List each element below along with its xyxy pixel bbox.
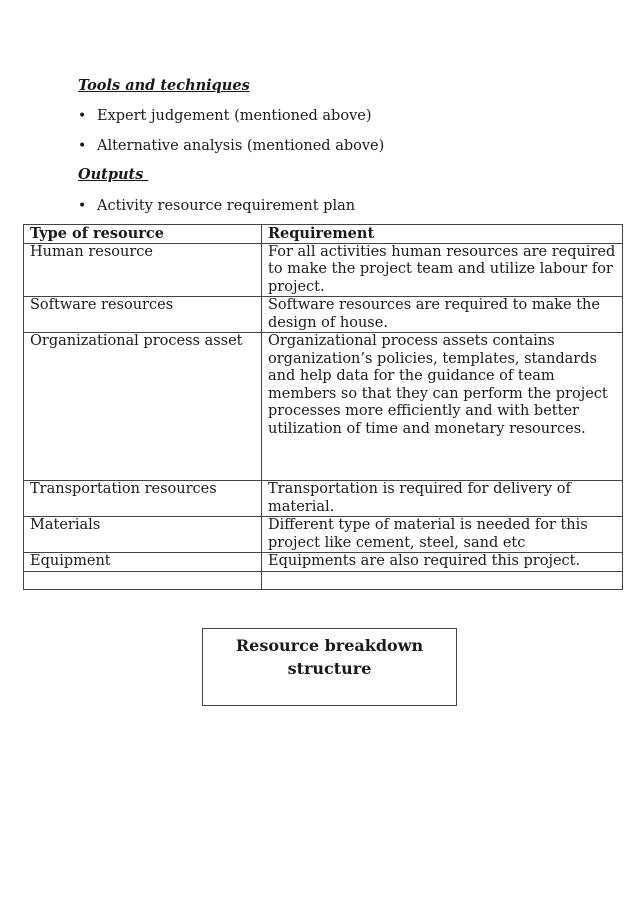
table-cell: Different type of material is needed for this project like cement, steel, sand etc <box>262 517 623 553</box>
bullet-item <box>78 107 372 125</box>
box-title-line: structure <box>287 659 372 678</box>
tools-heading: Tools and techniques <box>78 77 250 94</box>
table-cell: Materials <box>24 517 262 553</box>
bullet-icon: • <box>78 138 87 154</box>
bullet-icon: • <box>78 198 87 214</box>
table-row <box>24 553 623 572</box>
bullet-icon: • <box>78 108 87 124</box>
table-header-row <box>24 225 623 244</box>
table-cell: Transportation is required for delivery of material. <box>262 481 623 517</box>
table-cell: Equipments are also required this project. <box>262 553 623 572</box>
table-cell: Human resource <box>24 243 262 297</box>
table-cell <box>24 571 262 589</box>
column-header: Requirement <box>262 225 623 244</box>
table-row <box>24 481 623 517</box>
table-row <box>24 333 623 481</box>
table-cell: Equipment <box>24 553 262 572</box>
box-title-line: Resource breakdown <box>235 636 424 655</box>
table-cell: Software resources are required to make the design of house. <box>262 297 623 333</box>
table-row <box>24 297 623 333</box>
column-header: Type of resource <box>24 225 262 244</box>
table-cell: Organizational process assets contains organization’s policies, templates, standards and help data for the guidance of team members so that they can perform the project processes more efficiently and with better utilization of time and monetary resources. <box>262 333 623 481</box>
outputs-heading: Outputs <box>78 166 144 183</box>
bullet-item <box>78 197 355 215</box>
bullet-text: Activity resource requirement plan <box>97 198 356 214</box>
table-row <box>24 243 623 297</box>
table-row <box>24 517 623 553</box>
resource-breakdown-structure-box <box>202 628 457 706</box>
bullet-text: Alternative analysis (mentioned above) <box>97 138 385 154</box>
table-cell: For all activities human resources are required to make the project team and utilize labour for project. <box>262 243 623 297</box>
table-cell: Transportation resources <box>24 481 262 517</box>
bullet-text: Expert judgement (mentioned above) <box>97 108 372 124</box>
table-cell: Software resources <box>24 297 262 333</box>
table-cell: Organizational process asset <box>24 333 262 481</box>
bullet-item <box>78 137 384 155</box>
resource-requirement-table <box>23 224 623 590</box>
table-cell <box>262 571 623 589</box>
table-row-empty <box>24 571 623 589</box>
